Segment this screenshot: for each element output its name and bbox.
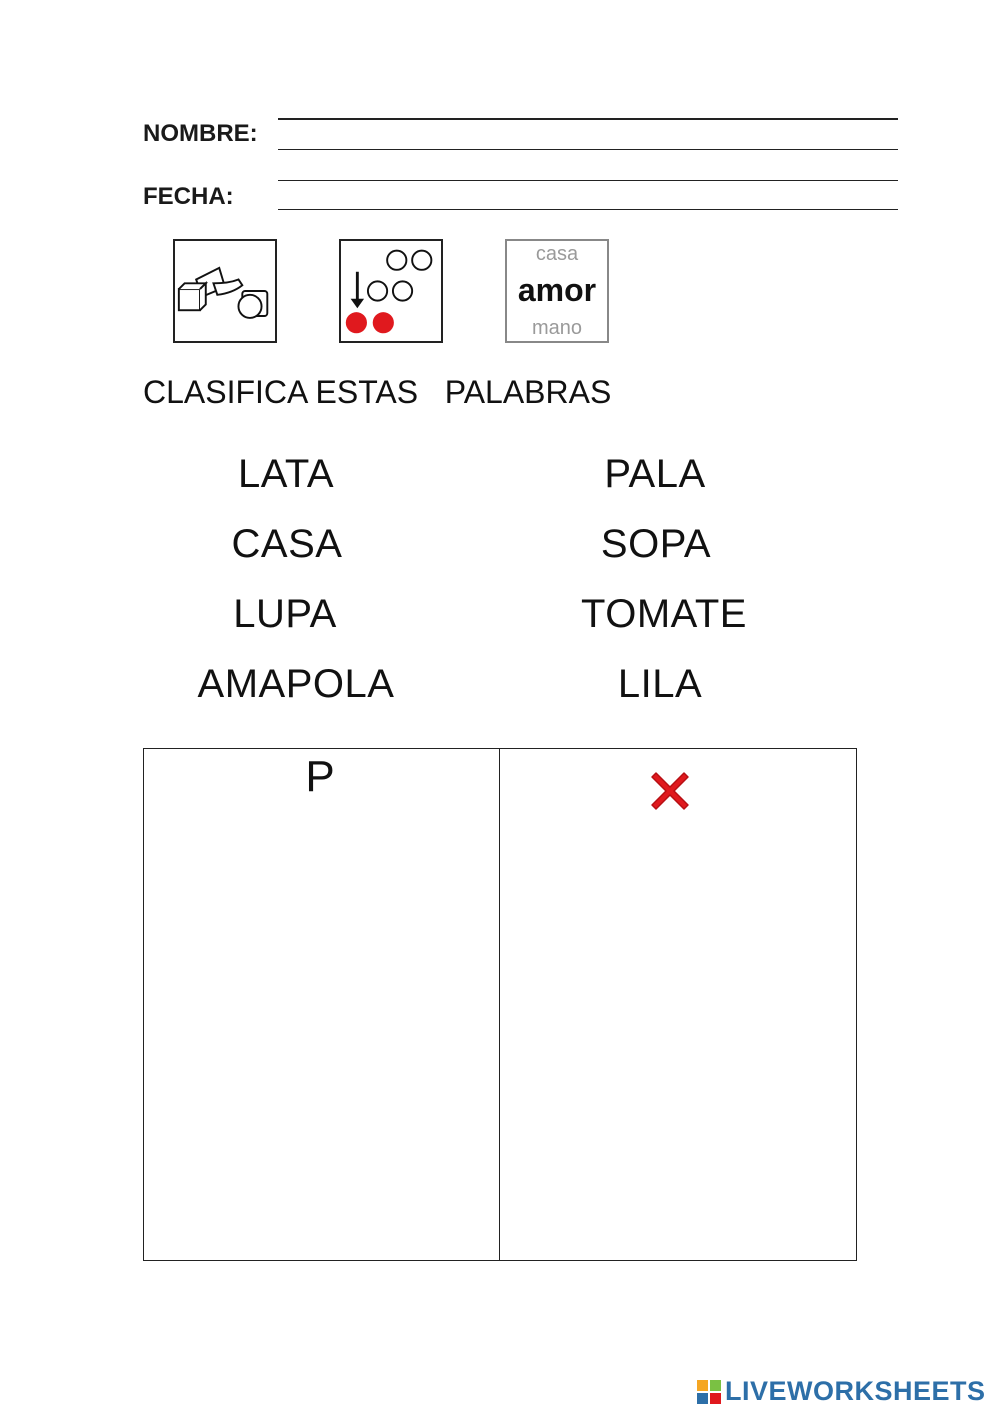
date-line-top	[278, 180, 898, 181]
word-right-2[interactable]: SOPA	[600, 522, 712, 566]
words-icon-bottom: mano	[531, 317, 583, 339]
word-left-3[interactable]: LUPA	[233, 592, 337, 636]
word-right-3[interactable]: TOMATE	[581, 592, 747, 636]
classify-icon	[173, 239, 277, 343]
date-label: FECHA:	[143, 183, 234, 210]
instruction-text: CLASIFICA ESTAS PALABRAS	[143, 374, 612, 410]
word-left-2[interactable]: CASA	[231, 522, 343, 566]
name-field-line[interactable]	[278, 149, 898, 150]
word-right-1[interactable]: PALA	[604, 452, 706, 496]
name-label: NOMBRE:	[143, 120, 258, 147]
liveworksheets-text: LIVEWORKSHEETS	[725, 1376, 986, 1406]
word-right-4[interactable]: LILA	[617, 662, 703, 706]
drop-zone-no-p[interactable]	[506, 830, 850, 1250]
liveworksheets-blocks-icon	[697, 1380, 721, 1404]
drop-zone-p[interactable]	[150, 830, 492, 1250]
column-header-p: P	[305, 752, 335, 801]
count-sounds-icon	[339, 239, 443, 343]
word-left-4[interactable]: AMAPOLA	[197, 662, 395, 706]
table-column-divider	[499, 748, 500, 1261]
name-line-top	[278, 118, 898, 120]
words-icon	[505, 239, 609, 343]
words-icon-main: amor	[517, 272, 597, 308]
liveworksheets-logo	[697, 1376, 986, 1407]
words-icon-top: casa	[535, 243, 579, 265]
red-cross-icon	[646, 767, 694, 815]
date-field-line[interactable]	[278, 209, 898, 210]
word-left-1[interactable]: LATA	[237, 452, 335, 496]
